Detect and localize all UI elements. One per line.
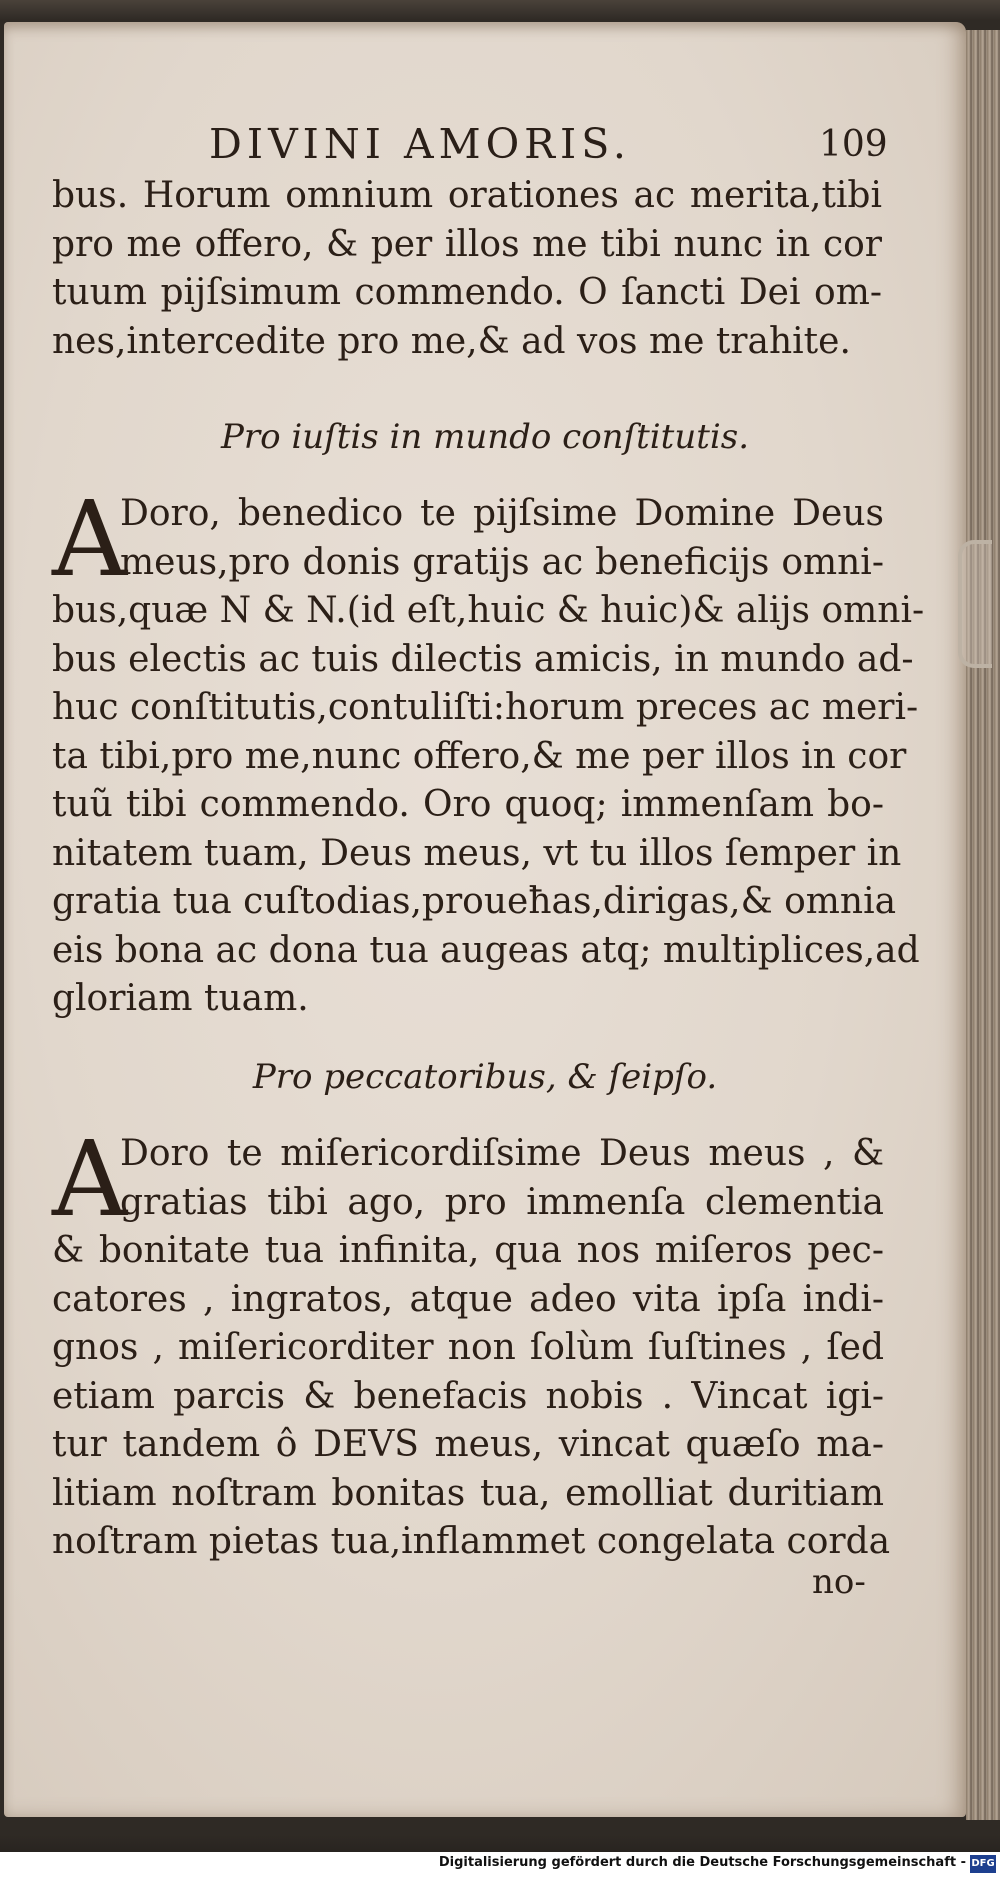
text-line: bus,quæ N & N.(id eſt,huic & huic)& alijs omni- [52, 590, 925, 631]
section-heading-peccatoribus: Pro peccatoribus, & ſeipſo. [252, 1057, 718, 1097]
text-line: catores , ingratos, atque adeo vita ipſa indi- [52, 1278, 884, 1320]
text-line: noſtram pietas tua,inflammet congelata corda [52, 1521, 891, 1562]
text-line: litiam noſtram bonitas tua, emolliat duritiam [52, 1472, 884, 1514]
text-line: bus. Horum omnium orationes ac merita,tibi [52, 175, 882, 216]
section-heading-iustis: Pro iuſtis in mundo conſtitutis. [220, 417, 750, 457]
page-number: 109 [819, 124, 888, 165]
dfg-logo: DFG [970, 1855, 996, 1873]
digitization-footer [0, 1852, 1000, 1878]
text-line: nitatem tuam, Deus meus, vt tu illos ſemper in [52, 832, 902, 874]
book-clasp [958, 540, 992, 668]
running-head: DIVINI AMORIS. [209, 120, 631, 168]
drop-cap: A [52, 478, 128, 600]
text-line: tur tandem ô DEVS meus, vincat quæſo ma- [52, 1424, 884, 1465]
paragraph-peccatoribus [52, 1118, 891, 1567]
funding-credit: Digitalisierung gefördert durch die Deutsche Forschungsgemeinschaft - [438, 1855, 966, 1870]
text-line: gratia tua cuſtodias,proueħas,dirigas,& omnia [52, 881, 897, 922]
drop-cap: A [52, 1118, 128, 1240]
text-line: Doro te miſericordiſsime Deus meus , & [120, 1133, 884, 1174]
text-line: etiam parcis & benefacis nobis . Vincat igi- [52, 1375, 884, 1417]
text-line: gratias tibi ago, pro immenſa clementia [120, 1181, 884, 1223]
text-line: pro me offero, & per illos me tibi nunc in cor [52, 223, 882, 265]
text-line: & bonitate tua infinita, qua nos miſeros pec- [52, 1230, 884, 1271]
text-line: huc conſtitutis,contuliſti:horum preces ac meri- [52, 687, 919, 728]
text-line: gloriam tuam. [52, 978, 309, 1019]
text-line: eis bona ac dona tua augeas atq; multiplices,ad [52, 929, 920, 971]
book-page [4, 22, 966, 1817]
text-line: tuum pijſsimum commendo. O ſancti Dei om- [52, 272, 882, 313]
text-line: gnos , miſericorditer non ſolùm ſuſtines , ſed [52, 1327, 884, 1368]
text-line: tuũ tibi commendo. Oro quoq; immenſam bo- [52, 784, 884, 825]
text-line: Doro, benedico te pijſsime Domine Deus [120, 493, 884, 534]
text-line: bus electis ac tuis dilectis amicis, in mundo ad- [52, 638, 914, 680]
text-line: nes,intercedite pro me,& ad vos me trahite. [52, 320, 851, 362]
page-header [4, 120, 966, 180]
text-line: ta tibi,pro me,nunc offero,& me per illos in cor [52, 735, 907, 777]
paragraph-iustis [52, 478, 925, 1024]
text-line: meus,pro donis gratijs ac beneficijs omni- [120, 541, 884, 583]
catchword: no- [812, 1562, 866, 1602]
intro-paragraph [52, 172, 882, 366]
page-edge [966, 30, 1000, 1820]
